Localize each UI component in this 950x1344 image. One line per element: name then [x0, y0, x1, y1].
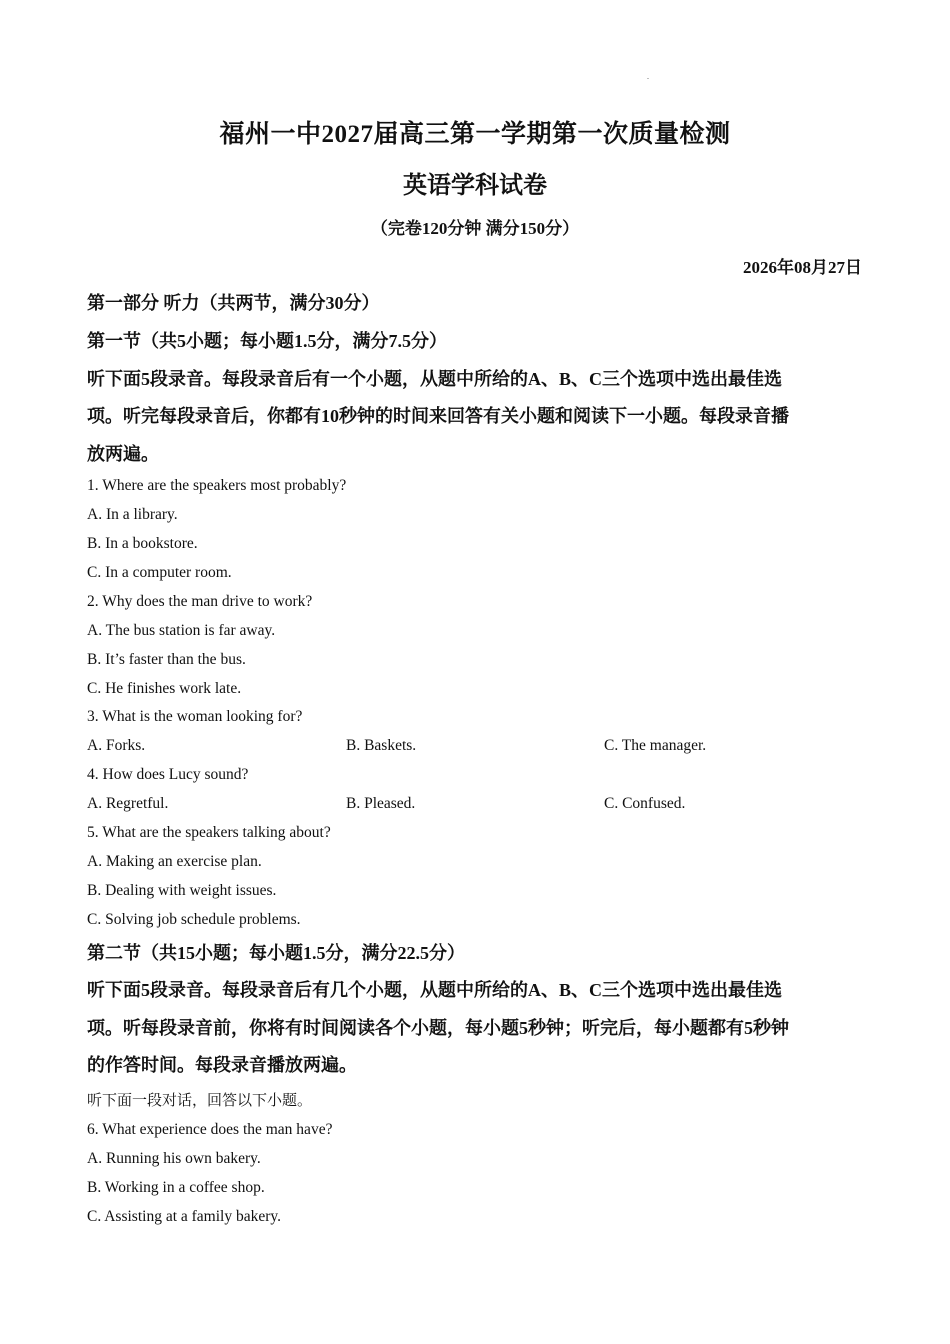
exam-title: 福州一中2027届高三第一学期第一次质量检测 [219, 121, 731, 148]
question-6-option-a: A. Running his own bakery. [87, 1150, 261, 1167]
dialogue-note: 听下面一段对话，回答以下小题。 [87, 1093, 313, 1109]
question-4-option-b: B. Pleased. [346, 795, 416, 812]
question-6-stem: 6. What experience does the man have? [87, 1121, 333, 1138]
question-4-option-c: C. Confused. [604, 795, 686, 812]
section1-heading: 第一节（共5小题；每小题1.5分，满分7.5分） [87, 331, 447, 351]
section2-instructions-line1: 听下面5段录音。每段录音后有几个小题，从题中所给的A、B、C三个选项中选出最佳选 [87, 980, 782, 1000]
section1-instructions-line1: 听下面5段录音。每段录音后有一个小题，从题中所给的A、B、C三个选项中选出最佳选 [87, 369, 782, 389]
question-1-option-a: A. In a library. [87, 506, 178, 523]
question-6-option-b: B. Working in a coffee shop. [87, 1179, 265, 1196]
section2-heading: 第二节（共15小题；每小题1.5分，满分22.5分） [87, 943, 465, 963]
section2-instructions-line2: 项。听每段录音前，你将有时间阅读各个小题，每小题5秒钟；听完后，每小题都有5秒钟 [87, 1018, 789, 1038]
header-dot: . [647, 72, 649, 81]
question-1-stem: 1. Where are the speakers most probably? [87, 477, 347, 494]
question-2-option-c: C. He finishes work late. [87, 680, 242, 697]
question-1-option-b: B. In a bookstore. [87, 535, 198, 552]
exam-date: 2026年08月27日 [743, 258, 862, 277]
question-5-option-a: A. Making an exercise plan. [87, 853, 262, 870]
question-3-option-c: C. The manager. [604, 737, 707, 754]
question-2-stem: 2. Why does the man drive to work? [87, 593, 313, 610]
question-5-stem: 5. What are the speakers talking about? [87, 824, 331, 841]
section2-instructions-line3: 的作答时间。每段录音播放两遍。 [87, 1055, 357, 1075]
question-4-stem: 4. How does Lucy sound? [87, 766, 249, 783]
question-4-option-a: A. Regretful. [87, 795, 169, 812]
exam-info: （完卷120分钟 满分150分） [370, 219, 580, 238]
question-2-option-b: B. It’s faster than the bus. [87, 651, 246, 668]
exam-subject: 英语学科试卷 [403, 173, 547, 199]
section1-instructions-line2: 项。听完每段录音后，你都有10秒钟的时间来回答有关小题和阅读下一小题。每段录音播 [87, 406, 789, 426]
question-3-option-b: B. Baskets. [346, 737, 417, 754]
question-3-option-a: A. Forks. [87, 737, 146, 754]
section1-instructions-line3: 放两遍。 [87, 444, 159, 464]
question-5-option-b: B. Dealing with weight issues. [87, 882, 277, 899]
question-2-option-a: A. The bus station is far away. [87, 622, 276, 639]
question-1-option-c: C. In a computer room. [87, 564, 232, 581]
part1-heading: 第一部分 听力（共两节，满分30分） [87, 293, 380, 313]
question-6-option-c: C. Assisting at a family bakery. [87, 1208, 282, 1225]
question-5-option-c: C. Solving job schedule problems. [87, 911, 301, 928]
question-3-stem: 3. What is the woman looking for? [87, 708, 303, 725]
